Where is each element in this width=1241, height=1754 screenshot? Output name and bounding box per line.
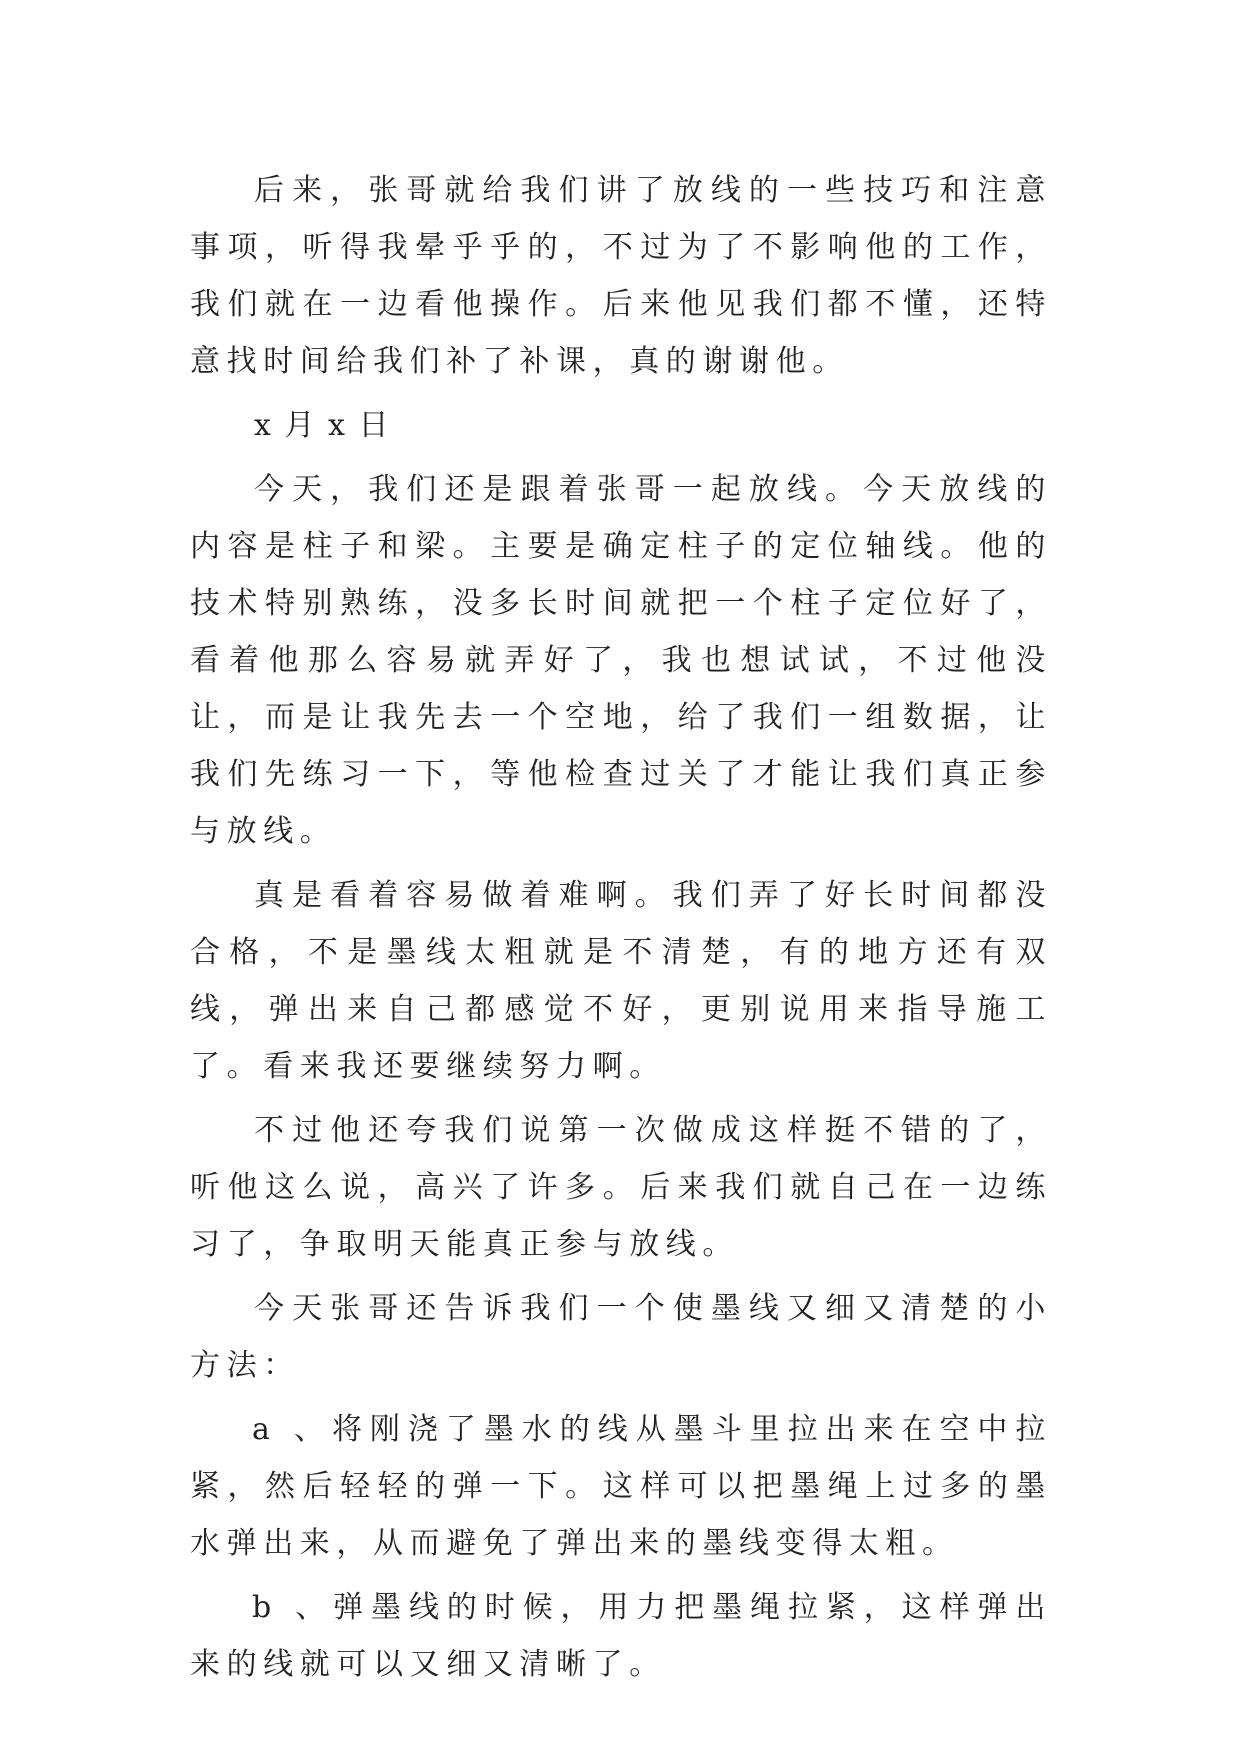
paragraph: 不过他还夸我们说第一次做成这样挺不错的了，听他这么说，高兴了许多。后来我们就自己在一边练习了，争取明天能真正参与放线。 <box>190 1113 1052 1262</box>
paragraph: 后来，张哥就给我们讲了放线的一些技巧和注意事项，听得我晕乎乎的，不过为了不影响他的工作，我们就在一边看他操作。后来他见我们都不懂，还特意找时间给我们补了补课，真的谢谢他。 <box>190 173 1052 379</box>
list-item: b 、弹墨线的时候，用力把墨绳拉紧，这样弹出来的线就可以又细又清晰了。 <box>190 1590 1052 1682</box>
document-body <box>190 162 1052 1700</box>
paragraph: 今天，我们还是跟着张哥一起放线。今天放线的内容是柱子和梁。主要是确定柱子的定位轴线。他的技术特别熟练，没多长时间就把一个柱子定位好了，看着他那么容易就弄好了，我也想试试，不过他没让，而是让我先去一个空地，给了我们一组数据，让我们先练习一下，等他检查过关了才能让我们真正参与放线。 <box>190 472 1052 849</box>
list-item: a 、将刚浇了墨水的线从墨斗里拉出来在空中拉紧，然后轻轻的弹一下。这样可以把墨绳上过多的墨水弹出来，从而避免了弹出来的墨线变得太粗。 <box>190 1412 1052 1561</box>
paragraph: 今天张哥还告诉我们一个使墨线又细又清楚的小方法： <box>190 1291 1052 1383</box>
date-heading: x 月 x 日 <box>254 408 391 443</box>
paragraph: 真是看着容易做着难啊。我们弄了好长时间都没合格，不是墨线太粗就是不清楚，有的地方还有双线，弹出来自己都感觉不好，更别说用来指导施工了。看来我还要继续努力啊。 <box>190 878 1052 1084</box>
